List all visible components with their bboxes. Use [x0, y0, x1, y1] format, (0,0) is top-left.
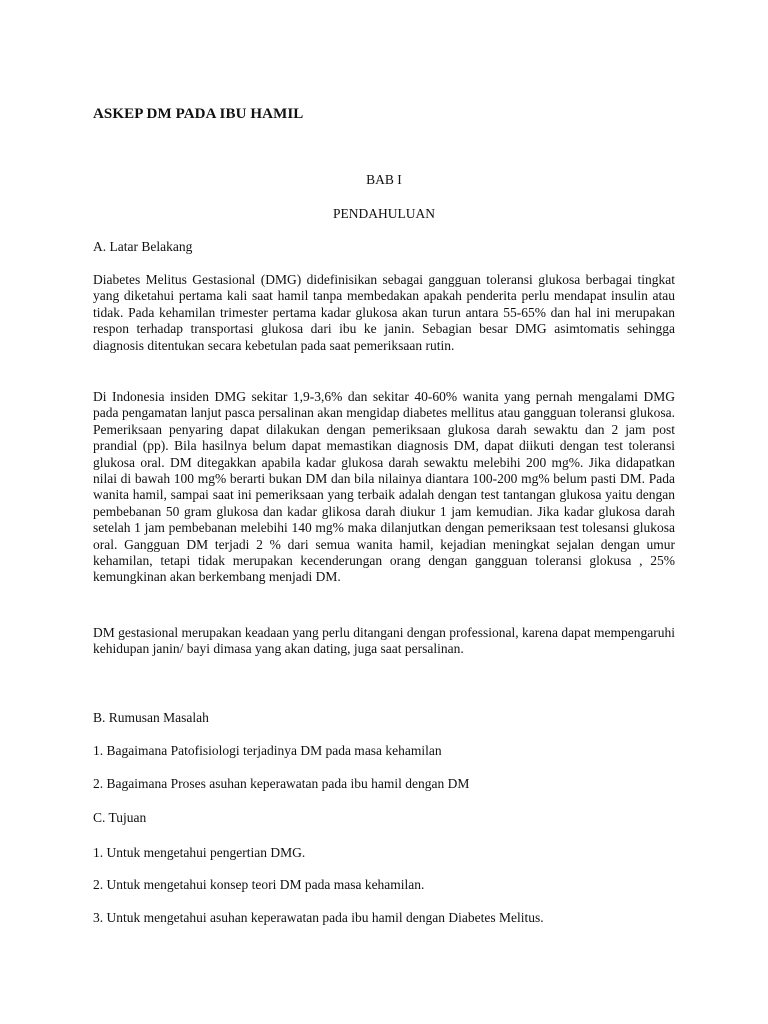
chapter-number: BAB I: [366, 172, 402, 187]
list-item: 1. Bagaimana Patofisiologi terjadinya DM pada masa kehamilan: [93, 743, 442, 758]
section-heading-latar-belakang: A. Latar Belakang: [93, 239, 193, 254]
list-item: 2. Untuk mengetahui konsep teori DM pada masa kehamilan.: [93, 877, 425, 892]
document-title: ASKEP DM PADA IBU HAMIL: [93, 106, 304, 122]
list-item: 1. Untuk mengetahui pengertian DMG.: [93, 845, 306, 860]
list-item: 2. Bagaimana Proses asuhan keperawatan pada ibu hamil dengan DM: [93, 776, 470, 791]
paragraph-dmg-management: DM gestasional merupakan keadaan yang perlu ditangani dengan professional, karena dapat mempengaruhi kehidupan janin/ bayi dimasa yang akan dating, juga saat persalinan.: [93, 625, 675, 657]
list-item: 3. Untuk mengetahui asuhan keperawatan pada ibu hamil dengan Diabetes Melitus.: [93, 910, 544, 925]
section-heading-rumusan-masalah: B. Rumusan Masalah: [93, 710, 209, 725]
paragraph-dmg-indonesia: Di Indonesia insiden DMG sekitar 1,9-3,6% dan sekitar 40-60% wanita yang pernah mengalami DMG pada pengamatan lanjut pasca persalinan akan mengidap diabetes mellitus atau gangguan toleransi glukosa. Pemeriksaan penyaring dapat dilakukan dengan pemeriksaan glukosa darah sewaktu dan 2 jam post prandial (pp). Bila hasilnya belum dapat memastikan diagnosis DM, dapat diikuti dengan test toleransi glukosa oral. DM ditegakkan apabila kadar glukosa darah sewaktu melebihi 200 mg%. Jika didapatkan nilai di bawah 100 mg% berarti bukan DM dan bila nilainya diantara 100-200 mg% belum pasti DM. Pada wanita hamil, sampai saat ini pemeriksaan yang terbaik adalah dengan test tantangan glukosa yaitu dengan pembebanan 50 gram glukosa dan kadar glikosa darah diukur 1 jam kemudian. Jika kadar glukosa darah setelah 1 jam pembebanan melebihi 140 mg% maka dilanjutkan dengan pemeriksaan test tolesansi glukosa oral. Gangguan DM terjadi 2 % dari semua wanita hamil, kejadian meningkat sejalan dengan umur kehamilan, tetapi tidak merupakan kecenderungan orang dengan gangguan toleransi glokusa , 25% kemungkinan akan berkembang menjadi DM.: [93, 389, 675, 585]
chapter-title: PENDAHULUAN: [333, 206, 435, 221]
section-heading-tujuan: C. Tujuan: [93, 810, 147, 825]
paragraph-dmg-definition: Diabetes Melitus Gestasional (DMG) didefinisikan sebagai gangguan toleransi glukosa berbagai tingkat yang diketahui pertama kali saat hamil tanpa membedakan apakah penderita perlu mendapat insulin atau tidak. Pada kehamilan trimester pertama kadar glukosa akan turun antara 55-65% dan hal ini merupakan respon terhadap transportasi glukosa dari ibu ke janin. Sebagian besar DMG asimtomatis sehingga diagnosis ditentukan secara kebetulan pada saat pemeriksaan rutin.: [93, 272, 675, 353]
